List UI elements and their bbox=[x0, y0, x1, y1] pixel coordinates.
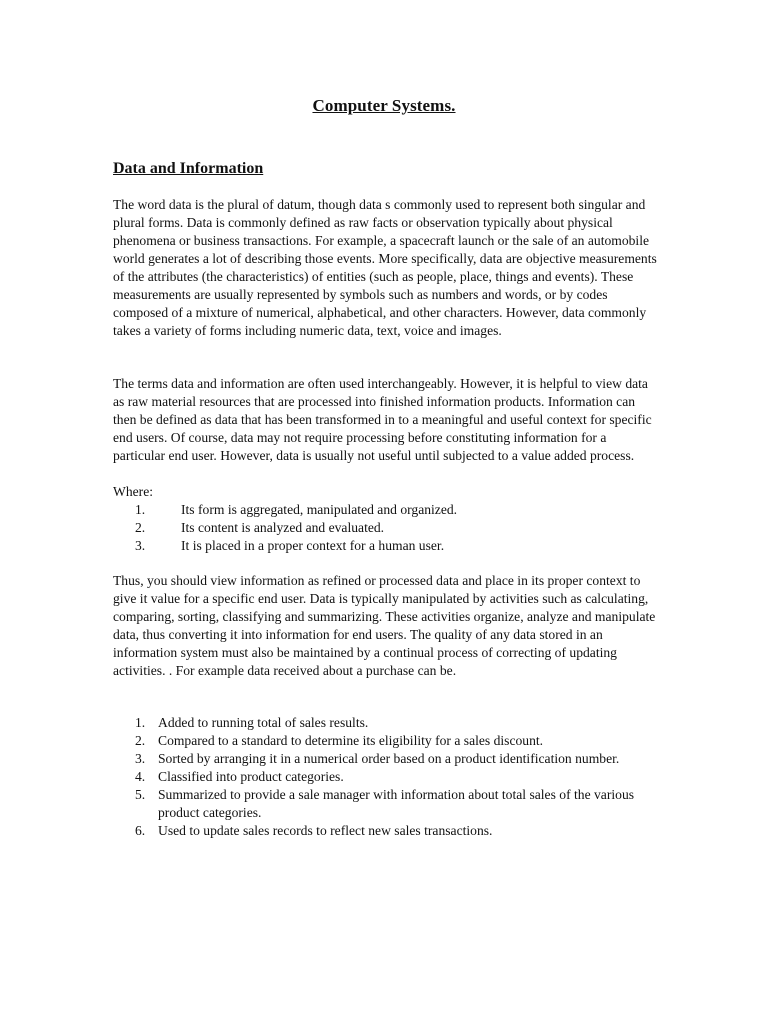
paragraph-2: The terms data and information are often used interchangeably. However, it is helpful to view data as raw material resources that are processed into finished information products. Information can then be defined as data that has been transformed in to a meaningful and useful context for specific end users. Of course, data may not require processing before constituting information for a particular end user. However, data is usually not useful until subjected to a value added process. bbox=[113, 376, 652, 463]
list-item-number: 3. bbox=[135, 751, 146, 766]
list-item-number: 1. bbox=[135, 502, 146, 517]
list-item-text: Its form is aggregated, manipulated and organized. bbox=[181, 502, 458, 517]
paragraph-3: Thus, you should view information as refined or processed data and place in its proper context to give it value for a specific end user. Data is typically manipulated by activities such as calculating, comparing, sorting, classifying and summarizing. These activities organize, analyze and manipulate data, thus converting it into information for end users. The quality of any data stored in an information system must also be maintained by a continual process of correcting of updating activities. . For example data received about a purchase can be. bbox=[113, 573, 656, 678]
section-heading: Data and Information bbox=[113, 160, 264, 177]
list-item-text: Classified into product categories. bbox=[158, 769, 344, 784]
list-item-text: Summarized to provide a sale manager with information about total sales of the various product categories. bbox=[158, 787, 635, 820]
where-label: Where: bbox=[113, 484, 153, 499]
paragraph-1: The word data is the plural of datum, though data s commonly used to represent both singular and plural forms. Data is commonly defined as raw facts or observation typically about physical phenomena or business transactions. For example, a spacecraft launch or the sale of an automobile world generates a lot of describing those events. More specifically, data are objective measurements of the attributes (the characteristics) of entities (such as people, place, things and events). These measurements are usually represented by symbols such as numbers and words, or by codes composed of a mixture of numerical, alphabetical, and other characters. However, data commonly takes a variety of forms including numeric data, text, voice and images. bbox=[113, 197, 657, 338]
list-item bbox=[113, 822, 658, 840]
list-item-text: Compared to a standard to determine its eligibility for a sales discount. bbox=[158, 733, 544, 748]
list-item-number: 1. bbox=[135, 715, 146, 730]
list-item bbox=[113, 750, 658, 768]
list-item-text: It is placed in a proper context for a human user. bbox=[181, 538, 445, 553]
list-item-text: Used to update sales records to reflect new sales transactions. bbox=[158, 823, 493, 838]
list-item-text: Sorted by arranging it in a numerical order based on a product identification number. bbox=[158, 751, 620, 766]
list-item-number: 4. bbox=[135, 769, 146, 784]
list-item-text: Added to running total of sales results. bbox=[158, 715, 369, 730]
list-item bbox=[113, 786, 658, 822]
list-item-number: 2. bbox=[135, 733, 146, 748]
list-item-text: Its content is analyzed and evaluated. bbox=[181, 520, 385, 535]
list-item bbox=[113, 768, 658, 786]
document-title: Computer Systems. bbox=[312, 96, 456, 115]
list-item-number: 2. bbox=[135, 520, 146, 535]
list-item-number: 3. bbox=[135, 538, 146, 553]
list-item bbox=[113, 714, 658, 732]
list-item-number: 5. bbox=[135, 787, 146, 802]
example-list bbox=[113, 714, 658, 840]
list-item-number: 6. bbox=[135, 823, 146, 838]
list-item bbox=[113, 732, 658, 750]
